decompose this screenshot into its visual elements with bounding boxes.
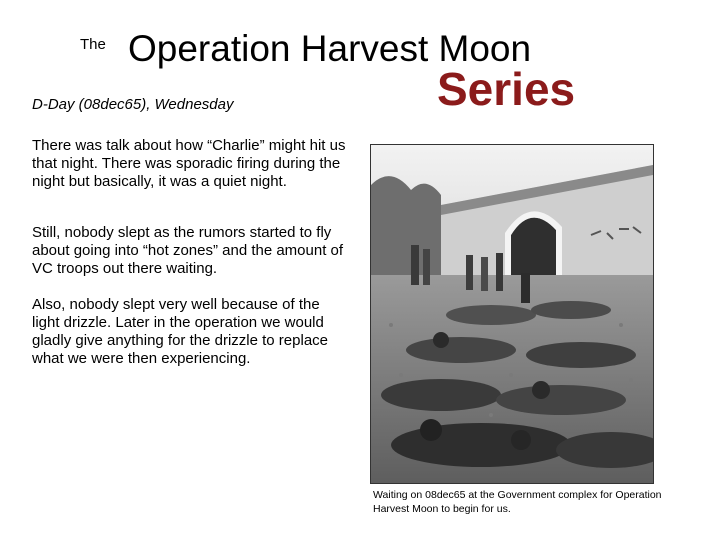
- photo: [370, 144, 654, 484]
- paragraph-1: There was talk about how “Charlie” might hit us that night. There was sporadic firing during the night but basically, it was a quiet night.: [32, 137, 346, 190]
- title-prefix: The: [80, 36, 106, 53]
- photo-caption: Waiting on 08dec65 at the Government complex for Operation Harvest Moon to begin for us.: [373, 489, 662, 515]
- series-label: Series: [437, 63, 576, 115]
- date-subtitle: D-Day (08dec65), Wednesday: [32, 96, 234, 113]
- paragraph-2: Still, nobody slept as the rumors started to fly about going into “hot zones” and the amount of VC troops out there waiting.: [32, 224, 344, 277]
- photo-soldiers-icon: [371, 145, 653, 483]
- paragraph-3: Also, nobody slept very well because of the light drizzle. Later in the operation we would gladly give anything for the drizzle to replace what we were then experiencing.: [32, 296, 329, 367]
- page-title: Operation Harvest Moon: [128, 28, 532, 69]
